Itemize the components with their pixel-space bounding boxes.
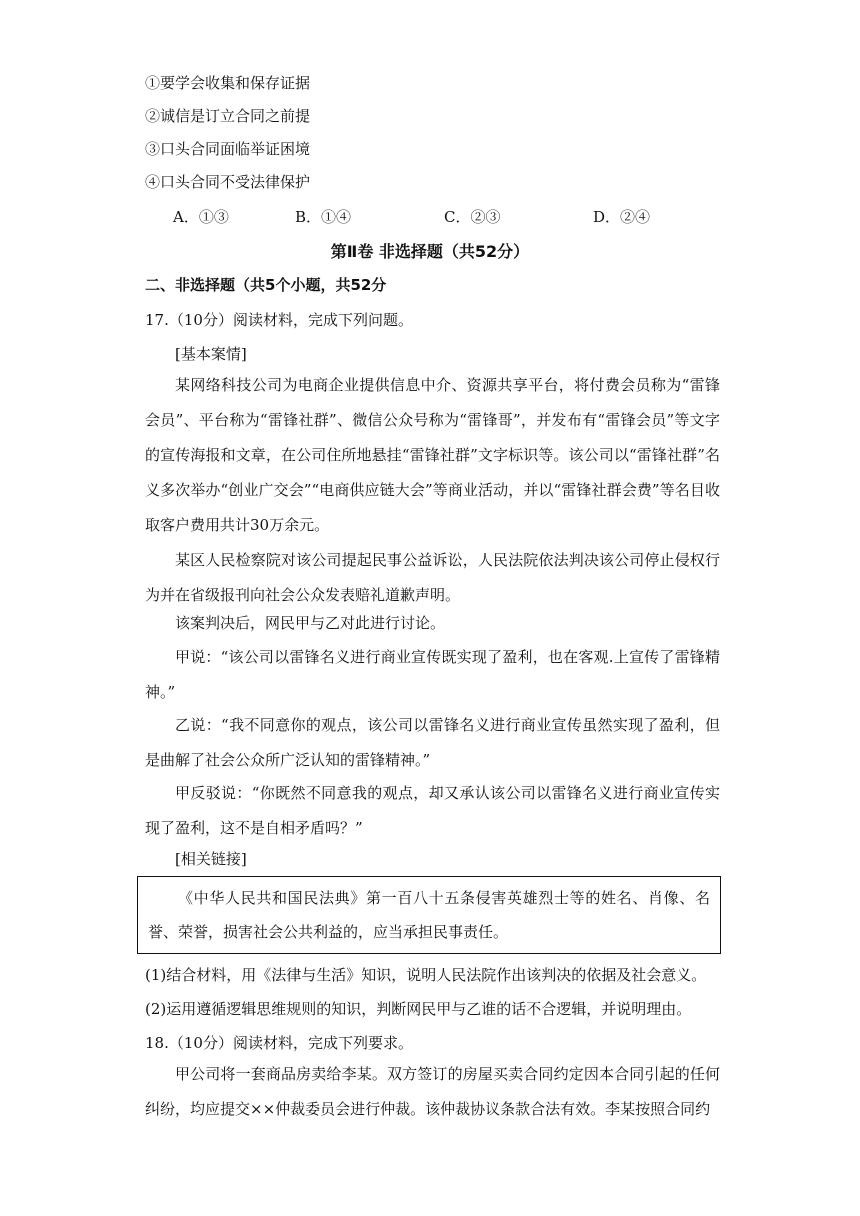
link-label: [相关链接] (175, 850, 247, 868)
choice-statement-1: ①要学会收集和保存证据 (145, 74, 311, 92)
option-b (295, 206, 351, 227)
case-paragraph-5: 乙说：“我不同意你的观点，该公司以雷锋名义进行商业宣传虽然实现了盈利，但是曲解了社会公众所广泛认知的雷锋精神。” (145, 716, 720, 769)
case-paragraph-6: 甲反驳说：“你既然不同意我的观点，却又承认该公司以雷锋名义进行商业宣传实现了盈利，这不是自相矛盾吗？” (145, 784, 720, 837)
question-18-header: 18.（10分）阅读材料，完成下列要求。 (145, 1034, 413, 1052)
option-d (593, 206, 650, 227)
option-text: ①③ (198, 208, 229, 226)
option-text: ②④ (620, 208, 651, 226)
choice-statement-2: ②诚信是订立合同之前提 (145, 107, 311, 125)
case-paragraph-1: 某网络科技公司为电商企业提供信息中介、资源共享平台，将付费会员称为“雷锋会员”、平台称为“雷锋社群”、微信公众号称为“雷锋哥”，并发布有“雷锋会员”等文字的宣传海报和文章，在公司住所地悬挂“雷锋社群”文字标识等。该公司以“雷锋社群”名义多次举办“创业广交会”“电商供应链大会”等商业活动，并以“雷锋社群会费”等名目收取客户费用共计30万余元。 (145, 376, 720, 534)
case-paragraph-3: 该案判决后，网民甲与乙对此进行讨论。 (175, 614, 446, 632)
option-letter: B． (295, 208, 322, 226)
question-17-header: 17.（10分）阅读材料，完成下列问题。 (145, 311, 413, 329)
option-text: ①④ (321, 208, 352, 226)
question-17-sub-1: (1)结合材料，用《法律与生活》知识，说明人民法院作出该判决的依据及社会意义。 (145, 966, 707, 984)
legal-provision-box (137, 876, 721, 954)
option-a (173, 206, 229, 227)
legal-provision-text: 《中华人民共和国民法典》第一百八十五条侵害英雄烈士等的姓名、肖像、名誉、荣誉，损害社会公共利益的，应当承担民事责任。 (148, 889, 710, 941)
section-title: 第Ⅱ卷 非选择题（共52分） (330, 242, 530, 261)
part-heading: 二、非选择题（共5个小题，共52分 (145, 276, 387, 294)
case-paragraph-2: 某区人民检察院对该公司提起民事公益诉讼，人民法院依法判决该公司停止侵权行为并在省级报刊向社会公众发表赔礼道歉声明。 (145, 551, 720, 604)
option-text: ②③ (470, 208, 501, 226)
choice-statement-3: ③口头合同面临举证困境 (145, 140, 311, 158)
question-17-sub-2: (2)运用遵循逻辑思维规则的知识，判断网民甲与乙谁的话不合逻辑，并说明理由。 (145, 1000, 692, 1018)
option-letter: A． (173, 208, 199, 226)
option-c (444, 206, 501, 227)
option-letter: D． (593, 208, 621, 226)
choice-statement-4: ④口头合同不受法律保护 (145, 173, 311, 191)
answer-options (173, 206, 733, 230)
option-letter: C． (444, 208, 471, 226)
case-label: [基本案情] (175, 345, 247, 363)
question-18-paragraph-1: 甲公司将一套商品房卖给李某。双方签订的房屋买卖合同约定因本合同引起的任何纠纷，均应提交××仲裁委员会进行仲裁。该仲裁协议条款合法有效。李某按照合同约 (145, 1065, 720, 1118)
case-paragraph-4: 甲说：“该公司以雷锋名义进行商业宣传既实现了盈利，也在客观.上宣传了雷锋精神。” (145, 648, 720, 701)
